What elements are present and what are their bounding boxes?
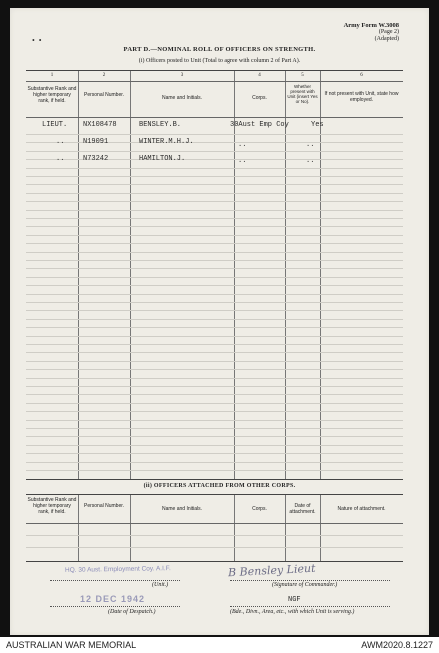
commander-signature: B Bensley Lieut — [227, 561, 316, 580]
row3-corps: .. — [238, 157, 247, 165]
header-name: Name and Initials. — [161, 95, 203, 101]
t2-header-name: Name and Initials. — [161, 506, 203, 512]
signature-label: (Signature of Commander.) — [272, 582, 338, 588]
row1-name: BENSLEY.B. — [139, 121, 182, 129]
col-number-4: 4 — [258, 73, 261, 78]
header-rank: Substantive Rank and higher temporary rank, if held. — [27, 86, 77, 104]
punch-marks: • • — [32, 36, 42, 45]
area-label: (Bde., Divn., Area, etc., with which Unit is serving.) — [230, 609, 355, 615]
t2-header-corps: Corps. — [252, 506, 267, 512]
col-number-6: 6 — [360, 73, 363, 78]
row1-corps: 30Aust Emp Coy — [230, 121, 289, 129]
col-number-2: 2 — [102, 73, 106, 78]
col-number-5: 5 — [301, 73, 304, 78]
adapted-note: (Adapted) — [374, 36, 399, 42]
col-number-3: 3 — [180, 73, 184, 78]
row1-number: NX108478 — [83, 121, 117, 129]
col-number-1: 1 — [50, 73, 54, 78]
t2-header-date: Date of attachment. — [289, 503, 316, 515]
t2-header-number: Personal Number. — [83, 503, 125, 509]
date-label: (Date of Despatch.) — [108, 609, 156, 615]
row2-corps: .. — [238, 141, 247, 149]
unit-stamp: HQ. 30 Aust. Employment Coy. A.I.F. — [64, 565, 171, 574]
t2-header-rank: Substantive Rank and higher temporary rank, if held. — [27, 497, 77, 515]
row2-name: WINTER.M.H.J. — [139, 138, 194, 146]
date-stamp: 12 DEC 1942 — [80, 594, 146, 604]
row2-present: .. — [306, 141, 315, 149]
row2-number: N19091 — [83, 138, 109, 146]
t2-header-nature: Nature of attachment. — [337, 506, 386, 512]
row3-number: N73242 — [83, 155, 109, 163]
row1-present: Yes — [311, 121, 324, 129]
area-value: NGF — [288, 596, 301, 604]
row2-rank: .. — [56, 138, 65, 146]
row3-present: .. — [306, 157, 315, 165]
officers-on-strength-table — [26, 70, 403, 480]
caption-accession: AWM2020.8.1227 — [361, 640, 433, 650]
attached-officers-title: (ii) OFFICERS ATTACHED FROM OTHER CORPS. — [143, 483, 296, 489]
part-title: PART D.—NOMINAL ROLL OF OFFICERS ON STRENGTH. — [123, 46, 316, 53]
unit-label: (Unit.) — [152, 582, 169, 588]
form-identifier — [344, 22, 399, 43]
header-present: Whether present with Unit (insert Yes or No). — [287, 84, 318, 104]
caption-institution: AUSTRALIAN WAR MEMORIAL — [6, 640, 137, 650]
form-page — [10, 8, 429, 635]
header-personal-number: Personal Number. — [83, 92, 125, 98]
part-subtitle: (i) Officers posted to Unit (Total to agree with column 2 of Part A). — [138, 58, 301, 64]
page-number: (Page 2) — [378, 29, 399, 35]
row3-name: HAMILTON.J. — [139, 155, 186, 163]
army-form-number: Army Form W.3008 — [343, 22, 399, 29]
header-employment: If not present with Unit, state how employed. — [324, 91, 399, 103]
attached-officers-table — [26, 494, 403, 562]
row3-rank: .. — [56, 155, 65, 163]
header-corps: Corps. — [252, 95, 267, 101]
row1-rank: LIEUT. — [42, 121, 68, 129]
